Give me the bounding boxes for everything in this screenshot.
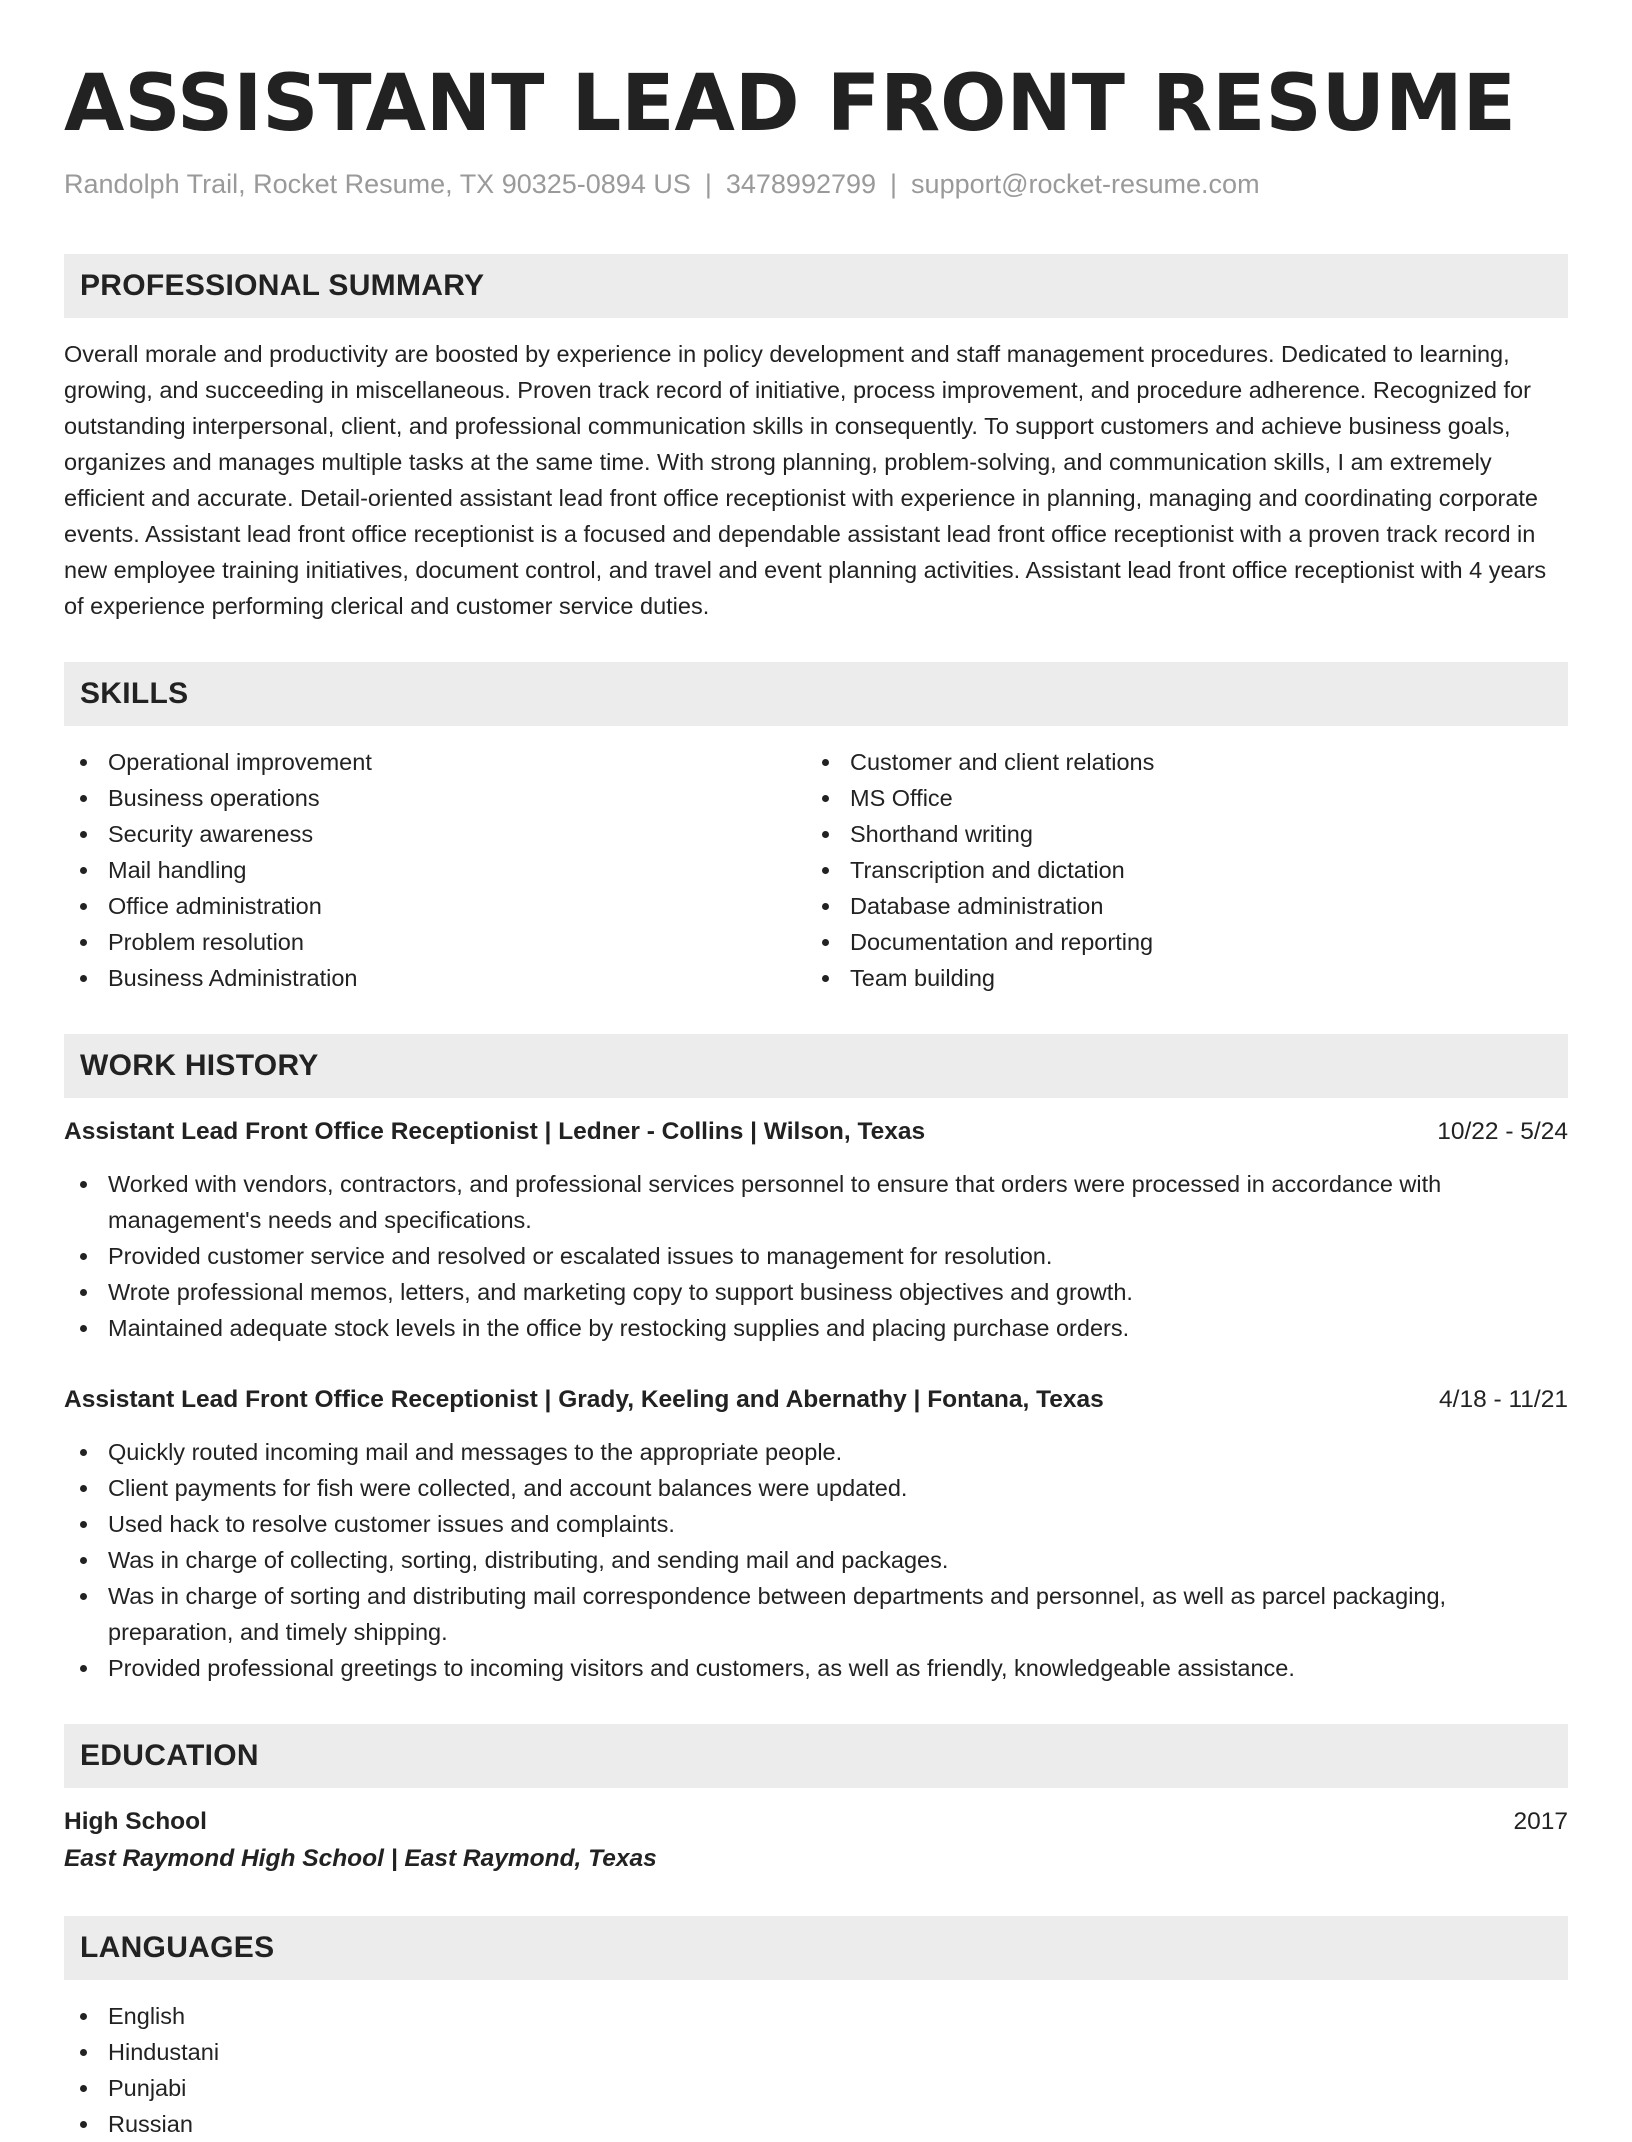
contact-email: support@rocket-resume.com <box>911 169 1260 199</box>
language-item: English <box>64 1998 1568 2034</box>
job-dates: 4/18 - 11/21 <box>1439 1386 1568 1413</box>
education-entry <box>64 1804 1568 1878</box>
skill-item: Customer and client relations <box>806 744 1548 780</box>
section-heading-work-history: WORK HISTORY <box>64 1034 1568 1098</box>
job-title: Assistant Lead Front Office Receptionist | Ledner - Collins | Wilson, Texas <box>64 1118 926 1145</box>
job-bullet: Quickly routed incoming mail and messages to the appropriate people. <box>64 1434 1568 1470</box>
skill-item: Mail handling <box>64 852 806 888</box>
skills-right-list <box>806 744 1548 996</box>
job-title: Assistant Lead Front Office Receptionist | Grady, Keeling and Abernathy | Fontana, Texas <box>64 1386 1104 1413</box>
section-heading-summary: PROFESSIONAL SUMMARY <box>64 254 1568 318</box>
skill-item: Shorthand writing <box>806 816 1548 852</box>
job-bullet: Provided customer service and resolved or escalated issues to management for resolution. <box>64 1238 1568 1274</box>
job-bullet: Provided professional greetings to incoming visitors and customers, as well as friendly, knowledgeable assistance. <box>64 1650 1568 1686</box>
job-header <box>64 1114 1568 1150</box>
job-entry <box>64 1114 1568 1346</box>
job-dates: 10/22 - 5/24 <box>1437 1118 1568 1145</box>
language-item: Hindustani <box>64 2034 1568 2070</box>
skill-item: Operational improvement <box>64 744 806 780</box>
education-header <box>64 1804 1568 1840</box>
job-bullet: Was in charge of sorting and distributing mail correspondence between departments and personnel, as well as parcel packaging, preparation, and timely shipping. <box>64 1578 1568 1650</box>
skills-left-list <box>64 744 806 996</box>
contact-phone: 3478992799 <box>725 169 877 199</box>
language-item: Russian <box>64 2106 1568 2142</box>
education-year: 2017 <box>1513 1808 1568 1835</box>
language-item: Punjabi <box>64 2070 1568 2106</box>
contact-separator: | <box>704 169 712 199</box>
job-header <box>64 1382 1568 1418</box>
skill-item: Team building <box>806 960 1548 996</box>
skills-columns <box>64 744 1568 996</box>
education-degree: High School <box>64 1808 207 1835</box>
job-bullets <box>64 1166 1568 1346</box>
languages-list <box>64 1998 1568 2142</box>
skill-item: Business operations <box>64 780 806 816</box>
skill-item: Business Administration <box>64 960 806 996</box>
contact-address: Randolph Trail, Rocket Resume, TX 90325-0894 US <box>64 169 691 199</box>
job-bullet: Wrote professional memos, letters, and marketing copy to support business objectives and growth. <box>64 1274 1568 1310</box>
job-bullet: Client payments for fish were collected, and account balances were updated. <box>64 1470 1568 1506</box>
summary-text: Overall morale and productivity are boosted by experience in policy development and staff management procedures. Dedicated to learning, growing, and succeeding in miscellaneous. Proven track record of initiative, process improvement, and procedure adherence. Recognized for outstanding interpersonal, client, and professional communication skills in consequently. To support customers and achieve business goals, organizes and manages multiple tasks at the same time. With strong planning, problem-solving, and communication skills, I am extremely efficient and accurate. Detail-oriented assistant lead front office receptionist with experience in planning, managing and coordinating corporate events. Assistant lead front office receptionist is a focused and dependable assistant lead front office receptionist with a proven track record in new employee training initiatives, document control, and travel and event planning activities. Assistant lead front office receptionist with 4 years of experience performing clerical and customer service duties. <box>64 341 1547 619</box>
contact-separator: | <box>890 169 898 199</box>
skill-item: Security awareness <box>64 816 806 852</box>
skill-item: Transcription and dictation <box>806 852 1548 888</box>
job-entry <box>64 1382 1568 1686</box>
job-bullet: Worked with vendors, contractors, and professional services personnel to ensure that orders were processed in accordance with management's needs and specifications. <box>64 1166 1568 1238</box>
skill-item: Problem resolution <box>64 924 806 960</box>
job-bullet: Used hack to resolve customer issues and complaints. <box>64 1506 1568 1542</box>
education-school: East Raymond High School | East Raymond, Texas <box>64 1845 657 1872</box>
resume-title: ASSISTANT LEAD FRONT RESUME <box>64 59 1516 149</box>
skill-item: Database administration <box>806 888 1548 924</box>
skill-item: Office administration <box>64 888 806 924</box>
skill-item: Documentation and reporting <box>806 924 1548 960</box>
section-heading-skills: SKILLS <box>64 662 1568 726</box>
contact-line <box>64 166 1568 202</box>
skill-item: MS Office <box>806 780 1548 816</box>
job-bullet: Was in charge of collecting, sorting, distributing, and sending mail and packages. <box>64 1542 1568 1578</box>
section-heading-education: EDUCATION <box>64 1724 1568 1788</box>
job-bullet: Maintained adequate stock levels in the office by restocking supplies and placing purchase orders. <box>64 1310 1568 1346</box>
section-heading-languages: LANGUAGES <box>64 1916 1568 1980</box>
job-bullets <box>64 1434 1568 1686</box>
